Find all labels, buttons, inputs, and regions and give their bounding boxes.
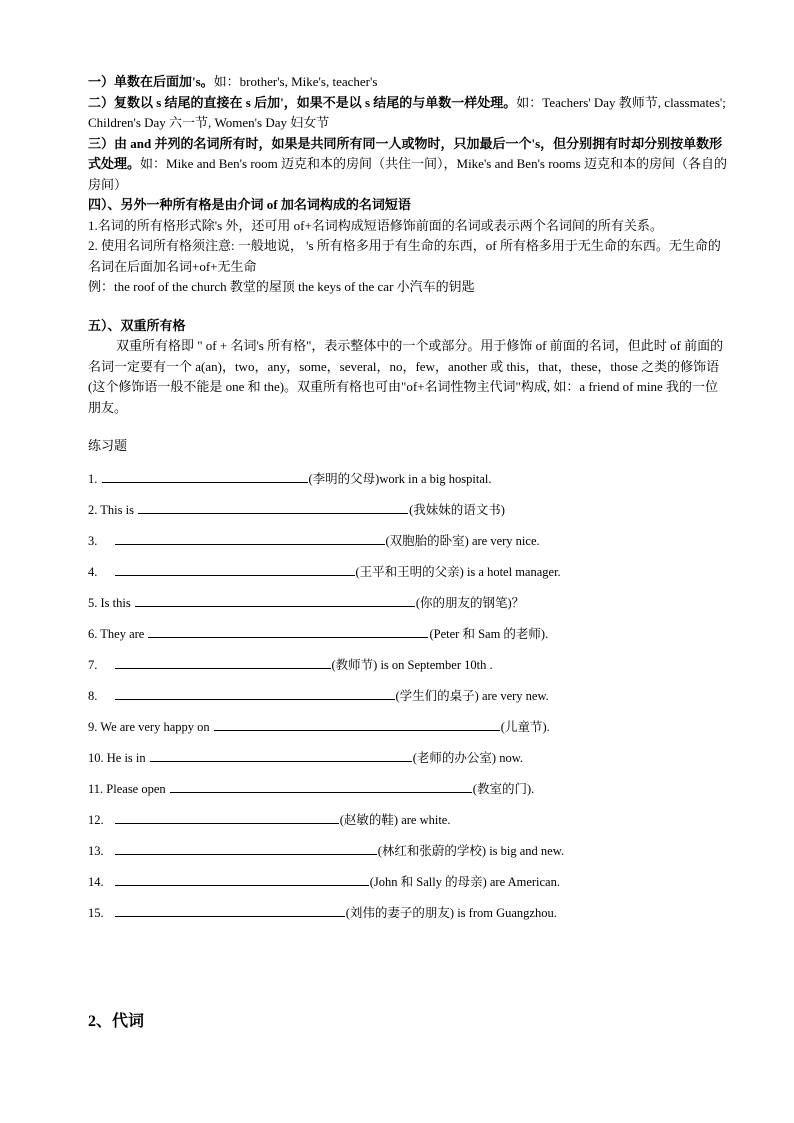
rule-1-text: 如：brother's, Mike's, teacher's: [213, 74, 378, 89]
answer-blank[interactable]: [115, 530, 385, 545]
item-number: 5.: [88, 595, 98, 610]
item-prefix: Is this: [100, 595, 131, 610]
exercise-list: [88, 468, 728, 933]
answer-blank[interactable]: [115, 685, 395, 700]
document-body: [88, 72, 728, 933]
answer-blank[interactable]: [115, 809, 339, 824]
answer-blank[interactable]: [150, 747, 412, 762]
item-number: 4.: [88, 564, 98, 579]
answer-blank[interactable]: [214, 716, 500, 731]
item-hint: (教室的门).: [472, 781, 535, 796]
item-prefix: They are: [100, 626, 145, 641]
rule-2-text: 如：Teachers' Day 教师节, classmates'; Children's Day 六一节, Women's Day 妇女节: [88, 94, 726, 130]
exercise-item: [88, 654, 728, 685]
item-hint: (李明的父母)work in a big hospital.: [308, 471, 492, 486]
item-prefix: This is: [100, 502, 134, 517]
rule-4-point-1: 1.名词的所有格形式除's 外，还可用 of+名词构成短语修饰前面的名词或表示两个名词间的所有关系。: [88, 217, 663, 233]
item-number: 14.: [88, 874, 104, 889]
item-hint: (儿童节).: [500, 719, 550, 734]
exercise-item: [88, 499, 728, 530]
exercise-item: [88, 871, 728, 902]
item-number: 12.: [88, 812, 104, 827]
item-number: 8.: [88, 688, 98, 703]
answer-blank[interactable]: [115, 902, 345, 917]
exercise-item: [88, 747, 728, 778]
next-section-heading: 2、代词: [88, 1013, 145, 1030]
exercise-item: [88, 902, 728, 933]
answer-blank[interactable]: [115, 871, 369, 886]
answer-blank[interactable]: [115, 561, 355, 576]
answer-blank[interactable]: [115, 654, 331, 669]
rule-1-heading: 一）单数在后面加's。: [88, 74, 214, 89]
answer-blank[interactable]: [102, 468, 308, 483]
section-5-title: 五）、双重所有格: [88, 317, 186, 333]
rule-3: [88, 134, 728, 196]
item-hint: (王平和王明的父亲) is a hotel manager.: [355, 564, 561, 579]
exercise-item: [88, 468, 728, 499]
rule-3-text: 如：Mike and Ben's room 迈克和本的房间（共住一间），Mike's and Ben's rooms 迈克和本的房间（各自的房间）: [88, 156, 727, 192]
item-hint: (双胞胎的卧室) are very nice.: [385, 533, 540, 548]
item-hint: (你的朋友的钢笔)？: [415, 595, 525, 610]
item-prefix: He is in: [106, 750, 146, 765]
rule-4-example: 例：the roof of the church 教堂的屋顶 the keys of the car 小汽车的钥匙: [88, 279, 475, 294]
rule-1: [88, 72, 728, 93]
item-number: 9.: [88, 719, 98, 734]
item-number: 3.: [88, 533, 98, 548]
exercise-item: [88, 530, 728, 561]
exercise-title: 练习题: [88, 438, 128, 453]
exercise-item: [88, 840, 728, 871]
exercise-item: [88, 592, 728, 623]
item-prefix: Please open: [106, 781, 166, 796]
item-hint: (教师节) is on September 10th .: [331, 657, 493, 672]
exercise-item: [88, 716, 728, 747]
item-number: 6.: [88, 626, 98, 641]
answer-blank[interactable]: [170, 778, 472, 793]
exercise-item: [88, 561, 728, 592]
rule-3-heading: 三）由 and 并列的名词所有时，如果是共同所有同一人或物时，只加最后一个's，但分别拥有时却分别按单数形式处理。: [88, 135, 723, 171]
answer-blank[interactable]: [148, 623, 428, 638]
item-number: 15.: [88, 905, 104, 920]
rule-2: [88, 93, 728, 134]
rule-4-heading: 四）、另外一种所有格是由介词 of 加名词构成的名词短语: [88, 197, 411, 212]
item-number: 1.: [88, 471, 98, 486]
item-hint: (Peter 和 Sam 的老师).: [429, 626, 549, 641]
answer-blank[interactable]: [135, 592, 415, 607]
item-hint: (我妹妹的语文书): [409, 502, 505, 517]
rule-2-heading: 二）复数以 s 结尾的直接在 s 后加'，如果不是以 s 结尾的与单数一样处理。: [88, 94, 517, 110]
item-hint: (林红和张蔚的学校) is big and new.: [377, 843, 565, 858]
exercise-item: [88, 685, 728, 716]
rule-4-point-2: 2. 使用名词所有格须注意: 一般地说， 's 所有格多用于有生命的东西，of 所有格多用于无生命的东西。无生命的名词在后面加名词+of+无生命: [88, 238, 721, 274]
item-prefix: We are very happy on: [100, 719, 210, 734]
exercise-item: [88, 778, 728, 809]
exercise-item: [88, 809, 728, 840]
answer-blank[interactable]: [138, 499, 408, 514]
item-hint: (John 和 Sally 的母亲) are American.: [369, 874, 560, 889]
item-number: 7.: [88, 657, 98, 672]
item-number: 11.: [88, 781, 104, 796]
item-number: 13.: [88, 843, 104, 858]
item-hint: (老师的办公室) now.: [412, 750, 524, 765]
exercise-item: [88, 623, 728, 654]
item-number: 10.: [88, 750, 104, 765]
item-number: 2.: [88, 502, 98, 517]
item-hint: (赵敏的鞋) are white.: [339, 812, 451, 827]
item-hint: (刘伟的妻子的朋友) is from Guangzhou.: [345, 905, 557, 920]
section-5-body: 双重所有格即 " of + 名词's 所有格"，表示整体中的一个或部分。用于修饰 of 前面的名词，但此时 of 前面的名词一定要有一个 a(an)，two，any，some，several，no，few，another 或 this，that，these，those 之类的修饰语(这个修饰语一般不能是 one 和 the)。双重所有格也可由"of+名词性物主代词"构成, 如：a friend of mine 我的一位朋友。: [88, 338, 724, 415]
item-hint: (学生们的桌子) are very new.: [395, 688, 549, 703]
answer-blank[interactable]: [115, 840, 377, 855]
